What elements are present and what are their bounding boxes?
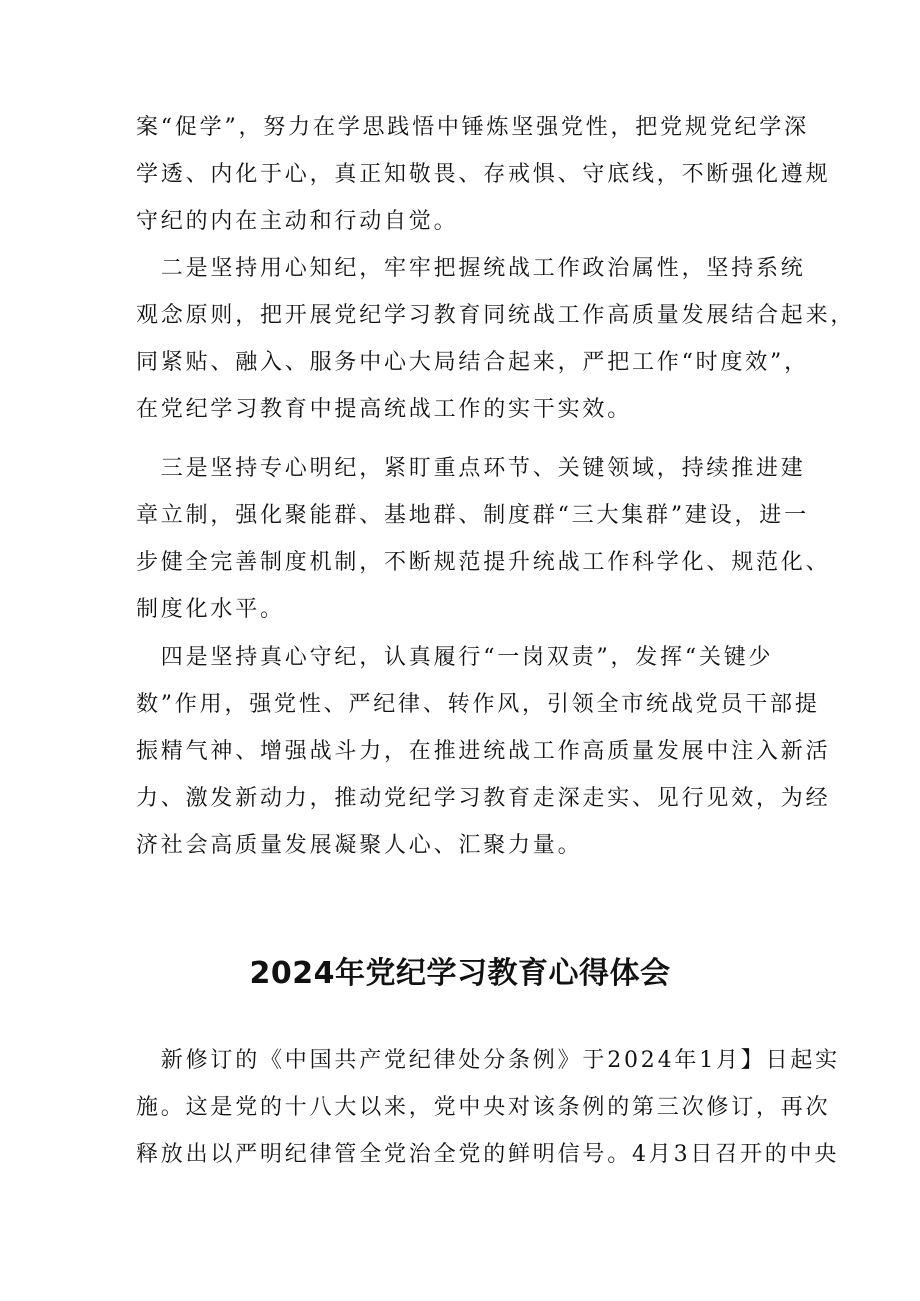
text-line: 章立制，强化聚能群、基地群、制度群“三大集群”建设，进一 (136, 503, 809, 528)
text-line: 济社会高质量发展凝聚人心、汇聚力量。 (136, 833, 583, 858)
text-line: 同紧贴、融入、服务中心大局结合起来，严把工作“时度效”， (136, 350, 809, 375)
text-line: 施。这是党的十八大以来，党中央对该条例的第三次修订，再次 (136, 1095, 831, 1120)
paragraph-point-two (136, 245, 856, 433)
text-line: 学透、内化于心，真正知敬畏、存戒惧、守底线，不断强化遵规 (136, 162, 831, 187)
text-line: 新修订的《中国共产党纪律处分条例》于2024年1月】日起实 (136, 1048, 840, 1073)
text-line: 步健全完善制度机制，不断规范提升统战工作科学化、规范化、 (136, 550, 831, 575)
text-line: 观念原则，把开展党纪学习教育同统战工作高质量发展结合起来， (136, 303, 856, 328)
text-line: 四是坚持真心守纪，认真履行“一岗双责”，发挥“关键少 (136, 645, 774, 670)
text-line: 释放出以严明纪律管全党治全党的鲜明信号。4月3日召开的中央 (136, 1142, 840, 1167)
document-title: 2024年党纪学习教育心得体会 (249, 956, 671, 991)
text-line: 守纪的内在主动和行动自觉。 (136, 209, 459, 234)
text-line: 力、激发新动力，推动党纪学习教育走深走实、见行见效，为经 (136, 786, 831, 811)
paragraph-point-three (136, 445, 831, 633)
text-line: 二是坚持用心知纪，牢牢把握统战工作政治属性，坚持系统 (136, 256, 806, 281)
paragraph-point-four (136, 634, 831, 869)
text-line: 制度化水平。 (136, 597, 285, 622)
paragraph-intro (136, 1037, 840, 1178)
text-line: 振精气神、增强战斗力，在推进统战工作高质量发展中注入新活 (136, 739, 831, 764)
text-line: 案“促学”，努力在学思践悟中锤炼坚强党性，把党规党纪学深 (136, 115, 809, 140)
text-line: 在党纪学习教育中提高统战工作的实干实效。 (136, 397, 633, 422)
text-line: 三是坚持专心明纪，紧盯重点环节、关键领域，持续推进建 (136, 456, 806, 481)
paragraph-study-practice (136, 104, 831, 245)
text-line: 数”作用，强党性、严纪律、转作风，引领全市统战党员干部提 (136, 692, 820, 717)
